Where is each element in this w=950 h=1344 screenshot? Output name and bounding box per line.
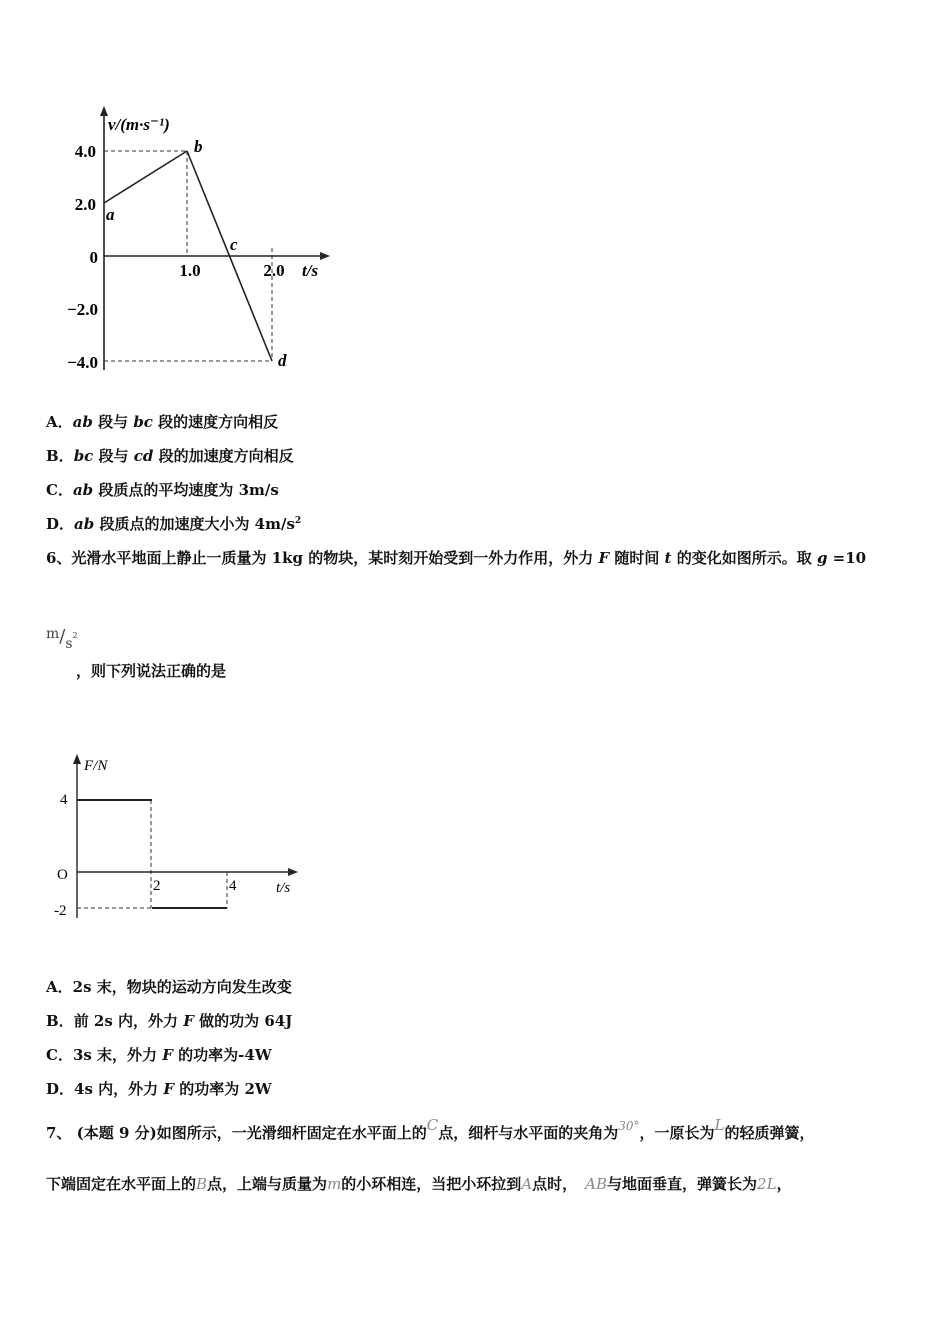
q6-stem-2: ，则下列说法正确的是: [76, 662, 227, 680]
f-axis-arrow: [73, 754, 81, 764]
point-a: a: [106, 205, 115, 224]
q5-option-a[interactable]: A．ab 段与 bc 段的速度方向相反: [46, 413, 279, 431]
t-axis-2-arrow: [288, 868, 298, 876]
origin-label: O: [57, 867, 68, 883]
q6-option-d[interactable]: D．4s 内，外力 F 的功率为 2W: [46, 1080, 272, 1098]
ytick-2: 2.0: [74, 195, 96, 214]
q7-stem-line2: 下端固定在水平面上的B点，上端与质量为m的小环相连，当把小环拉到A点时， AB与地面垂直，弹簧长为2L，: [46, 1175, 792, 1193]
ytick-4: 4.0: [74, 142, 96, 161]
ftick-4: 4: [60, 792, 68, 808]
force-time-graph: [44, 748, 314, 928]
v-axis-arrow: [100, 106, 108, 116]
force-series: [77, 800, 227, 908]
xtick-2: 2.0: [263, 261, 285, 280]
q5-option-c[interactable]: C．ab 段质点的平均速度为 3m/s: [46, 481, 279, 499]
ytick-neg4: −4.0: [67, 353, 98, 372]
point-d: d: [278, 351, 287, 370]
q6-unit: $m/s^2$: [46, 626, 78, 652]
t-axis-arrow: [320, 252, 330, 260]
t-axis-label: t/s: [302, 261, 319, 280]
point-b: b: [194, 137, 203, 156]
q6-option-b[interactable]: B．前 2s 内，外力 F 做的功为 64J: [46, 1012, 293, 1030]
q7-stem-line1: 7、 (本题 9 分)如图所示，一光滑细杆固定在水平面上的C点，细杆与水平面的夹角为$^{30^\circ}$，一原长为L的轻质弹簧，: [46, 1116, 815, 1142]
t-axis-2-label: t/s: [276, 880, 291, 896]
v-axis-label: v/(m·s⁻¹): [108, 115, 170, 134]
ttick-2: 2: [153, 878, 161, 894]
ytick-neg2: −2.0: [67, 300, 98, 319]
q6-stem: 6、光滑水平地面上静止一质量为 1kg 的物块，某时刻开始受到一外力作用，外力 F 随时间 t 的变化如图所示。取 g =10: [46, 549, 867, 567]
q6-option-c[interactable]: C．3s 末，外力 F 的功率为-4W: [46, 1046, 272, 1064]
q5-option-b[interactable]: B．bc 段与 cd 段的加速度方向相反: [46, 447, 294, 465]
ytick-0: 0: [89, 248, 98, 267]
ttick-4: 4: [229, 878, 237, 894]
xtick-1: 1.0: [179, 261, 201, 280]
segment-ab: [104, 151, 187, 203]
point-c: c: [230, 235, 238, 254]
velocity-time-graph: [40, 100, 350, 390]
q5-option-d[interactable]: D．ab 段质点的加速度大小为 $4m/s^2$: [46, 515, 302, 533]
f-axis-label: F/N: [84, 758, 108, 774]
ftick-neg2: -2: [54, 903, 67, 919]
q6-option-a[interactable]: A．2s 末，物块的运动方向发生改变: [46, 978, 292, 996]
